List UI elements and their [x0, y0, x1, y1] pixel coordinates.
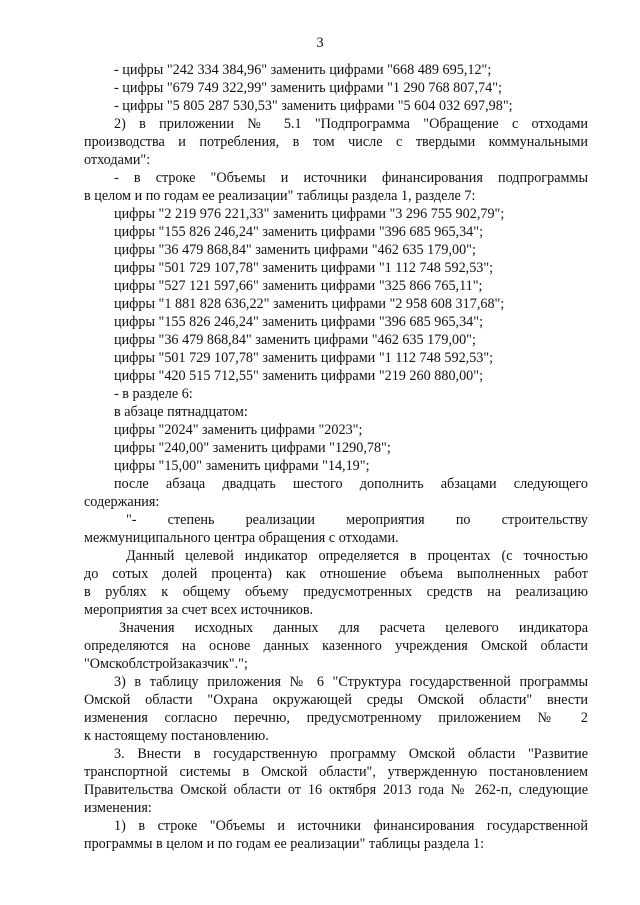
text-line: 3) в таблицу приложения № 6 "Структура государственной программы	[114, 674, 588, 690]
text-line: цифры "501 729 107,78" заменить цифрами "1 112 748 592,53";	[114, 260, 494, 276]
text-line: содержания:	[84, 494, 160, 510]
text-line: цифры "155 826 246,24" заменить цифрами "396 685 965,34";	[114, 224, 484, 240]
text-line: в абзаце пятнадцатом:	[114, 404, 248, 420]
text-line: "- степень реализации мероприятия по строительству	[126, 512, 588, 528]
text-line: производства и потребления, в том числе с твердыми коммунальными	[84, 134, 588, 150]
text-line: программы в целом и по годам ее реализации" таблицы раздела 1:	[84, 836, 485, 852]
text-line: определяются на основе данных казенного учреждения Омской области	[84, 638, 588, 654]
text-line: Данный целевой индикатор определяется в процентах (с точностью	[126, 548, 588, 564]
text-line: к настоящему постановлению.	[84, 728, 269, 744]
text-line: до сотых долей процента) как отношение объема выполненных работ	[84, 566, 588, 582]
text-line: цифры "2 219 976 221,33" заменить цифрами "3 296 755 902,79";	[114, 206, 505, 222]
text-line: - цифры "679 749 322,99" заменить цифрами "1 290 768 807,74";	[114, 80, 502, 96]
text-line: цифры "240,00" заменить цифрами "1290,78";	[114, 440, 391, 456]
text-line: 3. Внести в государственную программу Омской области "Развитие	[114, 746, 588, 762]
text-line: цифры "2024" заменить цифрами "2023";	[114, 422, 363, 438]
text-line: цифры "420 515 712,55" заменить цифрами "219 260 880,00";	[114, 368, 484, 384]
text-line: в целом и по годам ее реализации" таблицы раздела 1, разделе 7:	[84, 188, 476, 204]
text-line: 2) в приложении № 5.1 "Подпрограмма "Обращение с отходами	[114, 116, 588, 132]
text-line: межмуниципального центра обращения с отходами.	[84, 530, 399, 546]
text-line: изменения:	[84, 800, 152, 816]
text-line: в рублях к общему объему предусмотренных средств на реализацию	[84, 584, 588, 600]
text-line: Значения исходных данных для расчета целевого индикатора	[119, 620, 588, 636]
text-line: мероприятия за счет всех источников.	[84, 602, 314, 618]
text-line: цифры "15,00" заменить цифрами "14,19";	[114, 458, 370, 474]
text-line: цифры "501 729 107,78" заменить цифрами "1 112 748 592,53";	[114, 350, 494, 366]
text-line: цифры "1 881 828 636,22" заменить цифрами "2 958 608 317,68";	[114, 296, 505, 312]
text-line: отходами":	[84, 152, 151, 168]
text-line: цифры "527 121 597,66" заменить цифрами "325 866 765,11";	[114, 278, 483, 294]
text-line: цифры "36 479 868,84" заменить цифрами "462 635 179,00";	[114, 242, 476, 258]
page-number: 3	[316, 35, 324, 51]
document-body	[84, 61, 588, 853]
text-line: цифры "155 826 246,24" заменить цифрами "396 685 965,34";	[114, 314, 484, 330]
text-line: "Омскоблстройзаказчик".";	[84, 656, 248, 672]
text-line: 1) в строке "Объемы и источники финансирования государственной	[114, 818, 588, 834]
text-line: - в строке "Объемы и источники финансирования подпрограммы	[114, 170, 588, 186]
text-line: после абзаца двадцать шестого дополнить абзацами следующего	[114, 476, 588, 492]
text-line: Омской области "Охрана окружающей среды Омской области" внести	[84, 692, 588, 708]
text-line: - цифры "5 805 287 530,53" заменить цифрами "5 604 032 697,98";	[114, 98, 513, 114]
text-line: - в разделе 6:	[114, 386, 193, 402]
text-line: Правительства Омской области от 16 октября 2013 года № 262-п, следующие	[84, 782, 588, 798]
text-line: транспортной системы в Омской области", утвержденную постановлением	[84, 764, 588, 780]
text-line: изменения согласно перечню, предусмотренному приложением № 2	[84, 710, 588, 726]
text-line: - цифры "242 334 384,96" заменить цифрами "668 489 695,12";	[114, 62, 492, 78]
text-line: цифры "36 479 868,84" заменить цифрами "462 635 179,00";	[114, 332, 476, 348]
